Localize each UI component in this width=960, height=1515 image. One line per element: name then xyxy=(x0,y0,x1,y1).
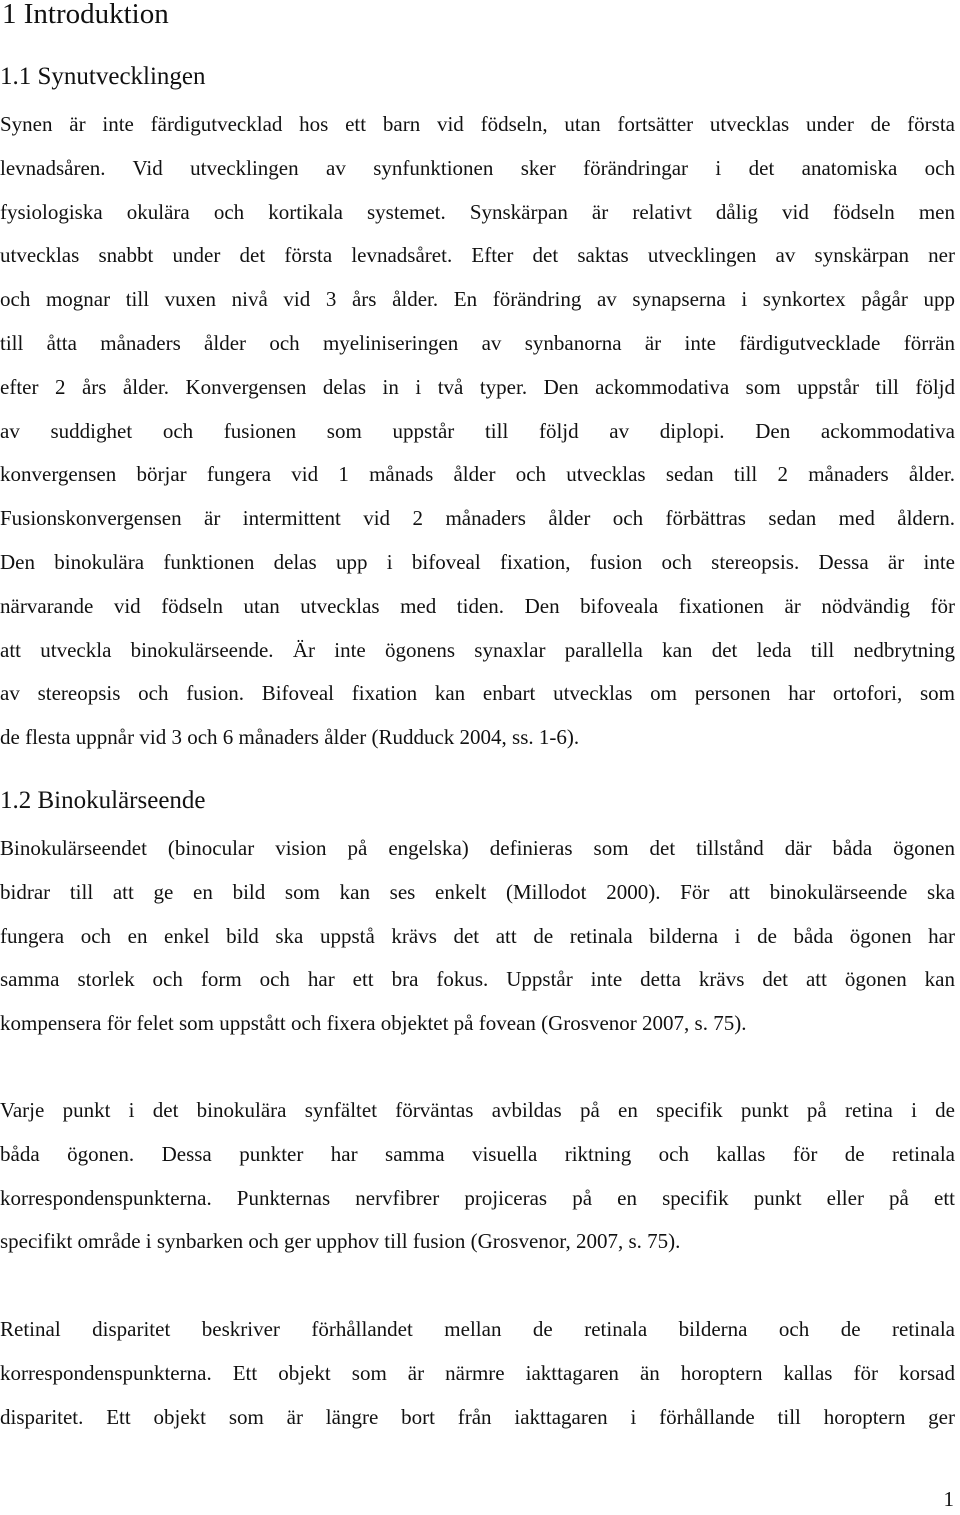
text-line: av suddighet och fusionen som uppstår till följd av diplopi. Den ackommodativa xyxy=(0,418,955,443)
text-line: korrespondenspunkterna. Ett objekt som är närmre iakttagaren än horoptern kallas för korsad xyxy=(0,1360,955,1385)
text-line: närvarande vid födseln utan utvecklas med tiden. Den bifoveala fixationen är nödvändig för xyxy=(0,593,955,618)
text-line: att utveckla binokulärseende. Är inte ögonens synaxlar parallella kan det leda till nedbrytning xyxy=(0,637,955,662)
text-line: Retinal disparitet beskriver förhållandet mellan de retinala bilderna och de retinala xyxy=(0,1317,955,1341)
text-line: Varje punkt i det binokulära synfältet förväntas avbildas på en specifik punkt på retina i de xyxy=(0,1098,955,1122)
text-line: fysiologiska okulära och kortikala systemet. Synskärpan är relativt dålig vid födseln men xyxy=(0,199,955,224)
section-heading-synutvecklingen: 1.1 Synutvecklingen xyxy=(0,63,206,90)
text-line: Fusionskonvergensen är intermittent vid 2 månaders ålder och förbättras sedan med åldern. xyxy=(0,506,955,531)
paragraph-retinal-disparitet xyxy=(0,1308,955,1439)
text-line: av stereopsis och fusion. Bifoveal fixation kan enbart utvecklas om personen har ortofori, som xyxy=(0,681,955,706)
text-line: specifikt område i synbarken och ger upphov till fusion (Grosvenor, 2007, s. 75). xyxy=(0,1229,681,1254)
text-line: utvecklas snabbt under det första levnadsåret. Efter det saktas utvecklingen av synskärpan ner xyxy=(0,243,955,268)
text-line: levnadsåren. Vid utvecklingen av synfunktionen sker förändringar i det anatomiska och xyxy=(0,155,955,180)
text-line: efter 2 års ålder. Konvergensen delas in i två typer. Den ackommodativa som uppstår till följd xyxy=(0,374,955,399)
text-line: båda ögonen. Dessa punkter har samma visuella riktning och kallas för de retinala xyxy=(0,1141,955,1166)
text-line: samma storlek och form och har ett bra fokus. Uppstår inte detta krävs det att ögonen kan xyxy=(0,967,955,992)
text-line: Binokulärseendet (binocular vision på engelska) definieras som det tillstånd där båda ögonen xyxy=(0,836,955,860)
text-line: konvergensen börjar fungera vid 1 månads ålder och utvecklas sedan till 2 månaders ålder. xyxy=(0,462,955,487)
text-line: kompensera för felet som uppstått och fixera objektet på fovean (Grosvenor 2007, s. 75). xyxy=(0,1011,747,1036)
section-heading-binokularseende: 1.2 Binokulärseende xyxy=(0,787,206,814)
paragraph-binokularseende-definition xyxy=(0,827,955,1046)
text-line: korrespondenspunkterna. Punkternas nervfibrer projiceras på en specifik punkt eller på ett xyxy=(0,1185,955,1210)
paragraph-korrespondenspunkter xyxy=(0,1089,955,1264)
text-line: disparitet. Ett objekt som är längre bort från iakttagaren i förhållande till horoptern ger xyxy=(0,1404,955,1429)
text-line: Synen är inte färdigutvecklad hos ett barn vid födseln, utan fortsätter utvecklas under de första xyxy=(0,112,955,136)
chapter-heading: 1 Introduktion xyxy=(2,0,169,30)
paragraph-synutvecklingen xyxy=(0,103,955,760)
text-line: bidrar till att ge en bild som kan ses enkelt (Millodot 2000). För att binokulärseende ska xyxy=(0,879,955,904)
text-line: Den binokulära funktionen delas upp i bifoveal fixation, fusion och stereopsis. Dessa är inte xyxy=(0,549,955,574)
text-line: till åtta månaders ålder och myeliniseringen av synbanorna är inte färdigutvecklade förrän xyxy=(0,330,955,355)
text-line: de flesta uppnår vid 3 och 6 månaders ålder (Rudduck 2004, ss. 1-6). xyxy=(0,725,580,750)
text-line: och mognar till vuxen nivå vid 3 års ålder. En förändring av synapserna i synkortex pågår upp xyxy=(0,287,955,312)
text-line: fungera och en enkel bild ska uppstå krävs det att de retinala bilderna i de båda ögonen har xyxy=(0,923,955,948)
page-number: 1 xyxy=(943,1487,954,1511)
